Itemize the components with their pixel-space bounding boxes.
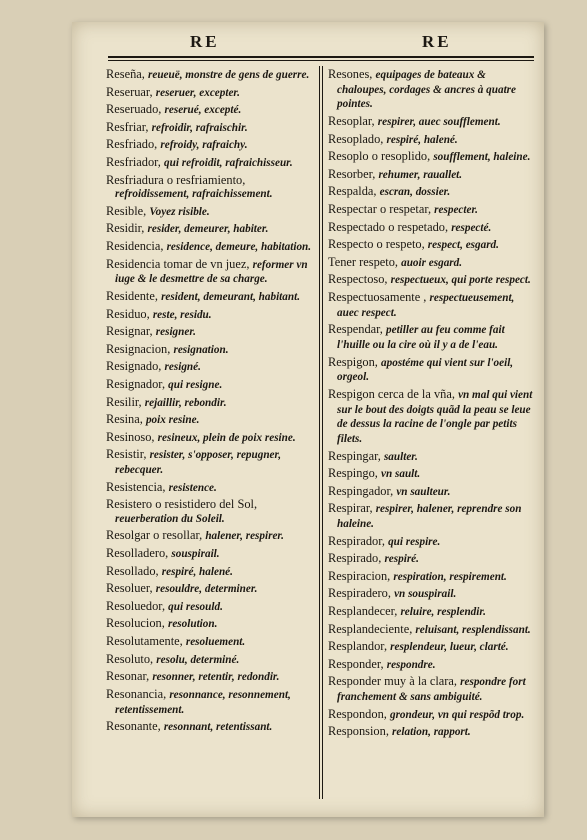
entry-definition: reueuë, monstre de gens de guerre. (148, 69, 310, 81)
dictionary-entry (106, 529, 312, 544)
entry-definition: resonnance, resonnement, retentissement. (115, 688, 291, 716)
header-rule-thin (108, 60, 534, 61)
entry-definition: reformer vn iuge & le desmettre de sa charge. (115, 258, 308, 286)
entry-definition: saulter. (383, 450, 418, 463)
entry-headword: Respondon, (328, 706, 387, 721)
entry-definition: vn mal qui vient sur le bout des doigts quãd la peau se leue de dessus la racine de l'ongle par petits filets. (337, 388, 533, 445)
dictionary-entry (106, 481, 312, 496)
entry-headword: Resfriadura o resfriamiento, (106, 172, 246, 187)
entry-headword: Resoluto, (106, 651, 154, 666)
entry-definition: rehumer, rauallet. (378, 168, 463, 181)
entry-headword: Resonar, (106, 669, 150, 684)
entry-headword: Residuo, (106, 306, 150, 321)
entry-definition: residence, demeure, habitation. (166, 241, 312, 254)
entry-definition: escran, dossier. (379, 186, 451, 199)
entry-headword: Resollado, (106, 563, 159, 578)
entry-definition: reluire, resplendir. (400, 605, 486, 618)
left-column (106, 68, 312, 738)
entry-definition: respectueusement, auec respect. (337, 291, 515, 319)
entry-definition: resister, s'opposer, repugner, rebecquer. (115, 449, 282, 476)
dictionary-entry (328, 238, 536, 253)
entry-headword: Residir, (106, 221, 145, 236)
dictionary-entry (328, 623, 536, 638)
entry-headword: Resones, (328, 67, 373, 81)
entry-headword: Resistero o resistidero del Sol, (106, 497, 258, 512)
entry-headword: Respigon, (328, 354, 378, 369)
entry-headword: Resinoso, (106, 429, 155, 444)
entry-headword: Resfriado, (106, 137, 158, 152)
dictionary-entry (328, 356, 536, 385)
dictionary-entry (328, 535, 536, 550)
entry-definition: soufflement, haleine. (433, 151, 531, 164)
dictionary-entry (328, 587, 536, 602)
entry-headword: Respectar o respetar, (328, 201, 432, 216)
entry-headword: Resoluer, (106, 581, 153, 596)
entry-headword: Respiradero, (328, 586, 391, 601)
dictionary-entry (106, 156, 312, 171)
entry-headword: Residencia, (106, 239, 164, 254)
dictionary-entry (106, 498, 312, 526)
entry-definition: relation, rapport. (392, 726, 471, 739)
dictionary-entry (106, 565, 312, 580)
dictionary-entry (328, 467, 536, 482)
entry-definition: resolu, determiné. (156, 653, 240, 666)
entry-headword: Resoplo o resoplido, (328, 149, 431, 164)
entry-definition: equipages de bateaux & chaloupes, cordages & ancres à quatre pointes. (337, 69, 516, 111)
entry-headword: Resilir, (106, 394, 142, 409)
entry-headword: Reseña, (106, 67, 145, 81)
entry-definition: respirer, halener, reprendre son haleine. (337, 503, 522, 531)
dictionary-entry (106, 448, 312, 477)
dictionary-entry (328, 68, 536, 112)
dictionary-entry (106, 431, 312, 446)
entry-definition: qui refroidit, rafraichisseur. (164, 156, 293, 169)
dictionary-entry (106, 174, 312, 202)
dictionary-entry (328, 291, 536, 320)
entry-definition: resonner, retentir, redondir. (152, 671, 280, 684)
dictionary-entry (328, 115, 536, 130)
entry-headword: Resplandeciente, (328, 621, 413, 636)
header-rule (108, 56, 534, 58)
entry-definition: respectueux, qui porte respect. (390, 274, 531, 287)
entry-definition: respondre fort franchement & sans ambiguité. (337, 676, 526, 704)
entry-definition: rejaillir, rebondir. (144, 396, 227, 409)
dictionary-entry (106, 138, 312, 153)
entry-definition: resolution. (167, 618, 218, 631)
entry-headword: Responder muy à la clara, (328, 674, 458, 689)
entry-definition: halener, respirer. (205, 530, 284, 543)
entry-definition: souspirail. (171, 548, 220, 561)
entry-definition: resistence. (168, 481, 217, 494)
running-head-right: RE (422, 32, 452, 51)
entry-definition: resignation. (173, 343, 229, 356)
entry-definition: vn souspirail. (394, 588, 457, 601)
dictionary-entry (106, 86, 312, 101)
column-divider-inner (322, 66, 323, 799)
entry-definition: respirer, auec soufflement. (377, 116, 501, 128)
entry-definition: respiré. (384, 553, 419, 566)
entry-definition: reste, residu. (152, 308, 212, 321)
entry-headword: Respingar, (328, 448, 381, 463)
entry-headword: Respectuosamente , (328, 289, 427, 304)
dictionary-entry (328, 168, 536, 183)
dictionary-entry (106, 325, 312, 340)
entry-definition: poix resine. (145, 414, 200, 427)
entry-definition: refroidir, rafraischir. (151, 121, 248, 134)
entry-headword: Respectado o respetado, (328, 219, 449, 234)
dictionary-entry (328, 150, 536, 165)
entry-definition: reserué, excepté. (164, 104, 242, 117)
entry-headword: Respiracion, (328, 568, 391, 583)
entry-definition: resineux, plein de poix resine. (157, 431, 296, 444)
dictionary-entry (328, 708, 536, 723)
entry-headword: Resonancia, (106, 686, 167, 701)
dictionary-entry (106, 413, 312, 428)
entry-headword: Resoplar, (328, 114, 375, 128)
entry-definition: respecter. (434, 203, 478, 216)
entry-headword: Resfriar, (106, 119, 149, 134)
entry-definition: respecté. (451, 221, 492, 234)
entry-definition: vn saulteur. (396, 485, 451, 498)
entry-definition: apostéme qui vient sur l'oeil, orgeol. (337, 356, 514, 384)
running-header (72, 32, 544, 52)
dictionary-entry (106, 360, 312, 375)
dictionary-entry (106, 308, 312, 323)
entry-headword: Reseruar, (106, 84, 153, 99)
entry-definition: respiré, halené. (386, 133, 458, 146)
dictionary-entry (328, 133, 536, 148)
entry-headword: Resoplado, (328, 131, 384, 146)
dictionary-entry (106, 258, 312, 287)
entry-definition: resonnant, retentissant. (163, 721, 273, 734)
entry-headword: Respendar, (328, 322, 383, 337)
dictionary-entry (328, 221, 536, 236)
dictionary-entry (106, 290, 312, 305)
entry-definition: resoluement. (185, 636, 246, 649)
entry-headword: Resonante, (106, 719, 161, 734)
entry-headword: Resfriador, (106, 154, 161, 169)
entry-headword: Resignar, (106, 324, 153, 339)
dictionary-entry (328, 502, 536, 531)
dictionary-entry (106, 378, 312, 393)
right-column (328, 68, 536, 743)
entry-definition: reluisant, resplendissant. (415, 623, 531, 636)
entry-definition: qui respire. (388, 535, 441, 548)
entry-headword: Resorber, (328, 166, 376, 181)
dictionary-page (72, 22, 544, 817)
dictionary-entry (328, 450, 536, 465)
dictionary-entry (106, 222, 312, 237)
dictionary-entry (328, 605, 536, 620)
dictionary-entry (328, 203, 536, 218)
entry-headword: Respalda, (328, 184, 377, 199)
dictionary-entry (328, 485, 536, 500)
entry-definition: qui resould. (168, 600, 223, 613)
dictionary-entry (106, 121, 312, 136)
dictionary-entry (328, 388, 536, 447)
dictionary-entry (328, 256, 536, 271)
entry-headword: Resible, (106, 203, 147, 218)
entry-headword: Residencia tomar de vn juez, (106, 256, 250, 271)
entry-headword: Resina, (106, 412, 143, 427)
dictionary-entry (106, 240, 312, 255)
entry-headword: Resolutamente, (106, 634, 183, 649)
entry-definition: respect, esgard. (427, 239, 499, 252)
entry-definition: refroidissement, rafraichissement. (115, 188, 273, 201)
dictionary-entry (106, 720, 312, 735)
entry-definition: grondeur, vn qui respõd trop. (389, 708, 525, 721)
dictionary-entry (106, 68, 312, 83)
dictionary-entry (106, 103, 312, 118)
entry-headword: Respirado, (328, 551, 382, 566)
entry-definition: petiller au feu comme fait l'huille ou la cire où il y a de l'eau. (337, 324, 505, 351)
dictionary-entry (328, 725, 536, 740)
entry-definition: reseruer, excepter. (155, 86, 240, 99)
dictionary-entry (106, 547, 312, 562)
entry-headword: Resignador, (106, 376, 166, 391)
dictionary-entry (328, 185, 536, 200)
entry-definition: qui resigne. (168, 378, 223, 391)
entry-headword: Resignado, (106, 359, 162, 374)
entry-definition: resigné. (164, 361, 201, 374)
entry-definition: resident, demeurant, habitant. (161, 290, 301, 303)
dictionary-entry (328, 675, 536, 704)
dictionary-entry (328, 323, 536, 352)
entry-headword: Residente, (106, 288, 158, 303)
entry-headword: Respingo, (328, 466, 378, 481)
entry-headword: Reseruado, (106, 102, 162, 117)
entry-headword: Respectoso, (328, 272, 388, 287)
entry-definition: respiration, respirement. (393, 570, 507, 583)
dictionary-entry (328, 552, 536, 567)
entry-headword: Respigon cerca de la vña, (328, 386, 455, 401)
entry-definition: resouldre, determiner. (155, 583, 258, 596)
entry-headword: Respirar, (328, 501, 373, 516)
entry-definition: respondre. (386, 658, 436, 671)
dictionary-entry (106, 600, 312, 615)
entry-headword: Respirador, (328, 533, 385, 548)
entry-headword: Resplandecer, (328, 603, 398, 618)
dictionary-entry (106, 582, 312, 597)
entry-headword: Resolucion, (106, 616, 165, 631)
entry-headword: Resplandor, (328, 639, 388, 654)
dictionary-entry (106, 617, 312, 632)
dictionary-entry (106, 688, 312, 717)
dictionary-entry (328, 658, 536, 673)
dictionary-entry (106, 653, 312, 668)
entry-headword: Resistir, (106, 447, 147, 462)
entry-definition: resider, demeurer, habiter. (147, 223, 269, 236)
entry-headword: Respecto o respeto, (328, 237, 425, 252)
dictionary-entry (106, 670, 312, 685)
entry-definition: resigner. (155, 326, 196, 339)
running-head-left: RE (190, 32, 220, 51)
column-divider (319, 66, 320, 799)
dictionary-entry (328, 640, 536, 655)
entry-headword: Tener respeto, (328, 254, 398, 269)
entry-headword: Resolladero, (106, 546, 169, 561)
entry-definition: vn sault. (381, 468, 421, 481)
dictionary-entry (106, 343, 312, 358)
entry-headword: Resistencia, (106, 479, 166, 494)
entry-definition: reuerberation du Soleil. (115, 512, 225, 525)
dictionary-entry (106, 635, 312, 650)
entry-definition: respiré, halené. (161, 565, 233, 578)
entry-headword: Responsion, (328, 724, 389, 739)
entry-definition: refroidy, rafraichy. (160, 139, 248, 152)
entry-headword: Resignacion, (106, 341, 171, 356)
dictionary-entry (106, 396, 312, 411)
entry-definition: resplendeur, lueur, clarté. (390, 641, 509, 654)
dictionary-entry (328, 570, 536, 585)
entry-definition: auoir esgard. (401, 256, 463, 269)
entry-headword: Respingador, (328, 483, 394, 498)
dictionary-entry (106, 205, 312, 220)
entry-headword: Responder, (328, 656, 384, 671)
dictionary-entry (328, 273, 536, 288)
entry-headword: Resolgar o resollar, (106, 528, 203, 543)
entry-headword: Resoluedor, (106, 598, 166, 613)
entry-definition: Voyez risible. (149, 205, 210, 218)
